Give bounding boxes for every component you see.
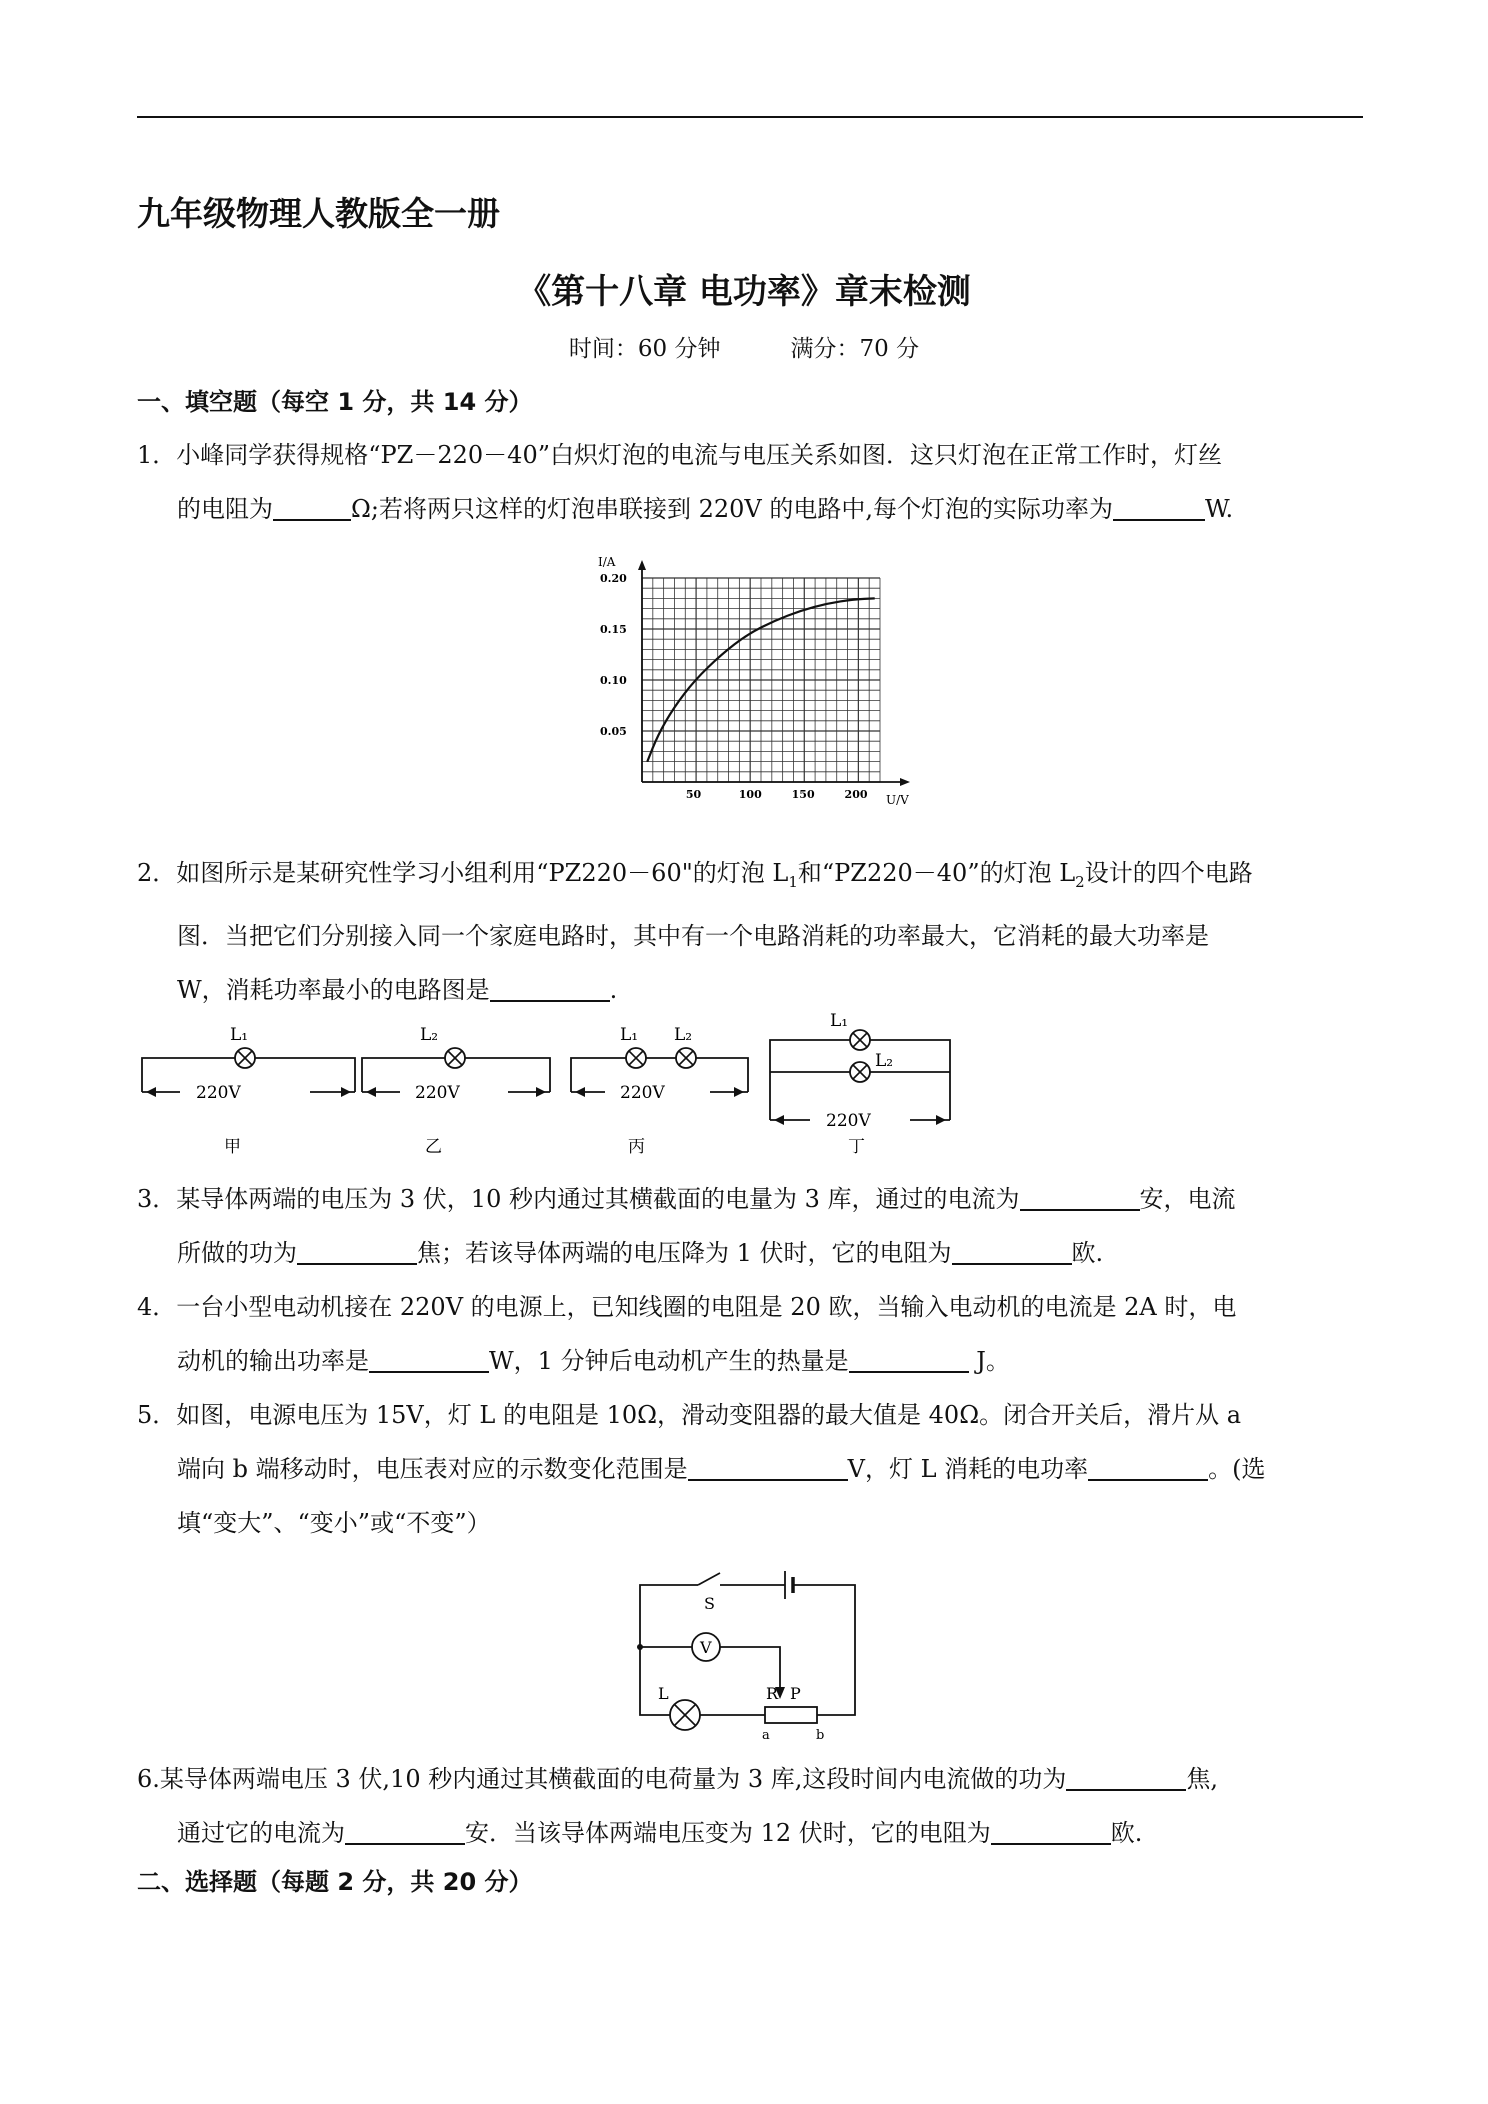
q2-text-c: 和“PZ220－40”的灯泡 L [797,859,1076,887]
q3-text-a: 3．某导体两端的电压为 3 伏，10 秒内通过其横截面的电量为 3 库，通过的电流为 [137,1185,1020,1213]
q6-text-b: 焦, [1186,1765,1219,1793]
top-rule [137,116,1363,118]
q6-text-a: 6.某导体两端电压 3 伏,10 秒内通过其横截面的电荷量为 3 库,这段时间内电流做的功为 [137,1765,1067,1793]
circuit-voltage: 220V [620,1083,665,1103]
section-choice-title: 二、选择题（每题 2 分，共 20 分） [137,1868,533,1896]
q3-line-2 [137,1226,1367,1280]
answer-blank[interactable] [1020,1183,1140,1211]
voltmeter-label: V [700,1638,712,1657]
question-5 [137,1388,1367,1550]
chart-ticks [600,572,868,801]
answer-blank[interactable] [1066,1763,1186,1791]
answer-blank[interactable] [297,1237,417,1265]
q5-text-c: 。(选 [1208,1455,1266,1483]
q6-line-2 [137,1806,1367,1860]
lamp-label: L₂ [674,1025,693,1045]
answer-blank[interactable] [273,493,351,521]
q4-text-a: 动机的输出功率是 [177,1347,369,1375]
circuit-diagrams [130,1010,1000,1160]
q1-text-b: Ω;若将两只这样的灯泡串联接到 220V 的电路中,每个灯泡的实际功率为 [351,495,1114,523]
x-axis-arrow-icon [900,778,910,786]
q5-line-1: 5．如图，电源电压为 15V，灯 L 的电阻是 10Ω，滑动变阻器的最大值是 40Ω。闭合开关后，滑片从 a [137,1401,1242,1429]
y-tick-label: 0.10 [600,674,627,687]
q1-text-c: W. [1205,495,1234,523]
lamp-icon [850,1062,870,1082]
lamp-icon [626,1048,646,1068]
section-fill-in-title: 一、填空题（每空 1 分，共 14 分） [137,388,533,416]
answer-blank[interactable] [1113,493,1205,521]
q2-text-a: 2．如图所示是某研究性学习小组利用“PZ220－60"的灯泡 L [137,859,789,887]
x-tick-label: 150 [791,788,815,801]
answer-blank[interactable] [490,974,610,1002]
x-tick-label: 100 [738,788,762,801]
voltmeter-icon [692,1633,720,1661]
lamp-label: L₁ [230,1025,249,1045]
y-tick-label: 0.05 [600,725,627,738]
lamp-label: L [658,1684,669,1703]
answer-blank[interactable] [991,1817,1111,1845]
answer-blank[interactable] [345,1817,465,1845]
exam-meta [0,330,1488,363]
circuit-label: 丁 [848,1137,865,1157]
circuit-voltage: 220V [415,1083,460,1103]
chart-grid [642,578,880,782]
x-tick-label: 50 [685,788,702,801]
switch-label: S [704,1594,715,1613]
q6-text-2b: 安．当该导体两端电压变为 12 伏时，它的电阻为 [465,1819,991,1847]
chart-ylabel: I/A [598,555,616,569]
q6-line-1 [137,1752,1367,1806]
answer-blank[interactable] [952,1237,1072,1265]
q2-text-3b: . [609,975,618,1004]
chapter-title: 《第十八章 电功率》章末检测 [517,272,971,312]
terminal-b-label: b [816,1728,825,1743]
q4-line-1: 4．一台小型电动机接在 220V 的电源上，已知线圈的电阻是 20 欧，当输入电动机的电流是 2A 时，电 [137,1293,1237,1321]
q4-text-b: W，1 分钟后电动机产生的热量是 [489,1347,849,1375]
chart-xlabel: U/V [886,793,909,807]
book-title: 九年级物理人教版全一册 [137,194,500,233]
answer-blank[interactable] [1088,1453,1208,1481]
question-6 [137,1752,1367,1860]
rheostat-label: R [766,1684,779,1703]
q2-line-1 [137,846,1367,909]
question-1 [137,428,1367,536]
x-tick-label: 200 [844,788,868,801]
q4-text-c: J。 [968,1347,1010,1375]
lamp-label: L₁ [830,1011,849,1031]
q3-text-2a: 所做的功为 [177,1239,297,1267]
lamp-icon [850,1030,870,1050]
q2-sub-2: 2 [1075,872,1085,891]
q4-line-2 [137,1334,1367,1388]
lamp-label: L₂ [420,1025,439,1045]
q3-text-2b: 焦；若该导体两端的电压降为 1 伏时，它的电阻为 [417,1239,952,1267]
q5-line-2 [137,1442,1367,1496]
q1-line-1: 1．小峰同学获得规格“PZ－220－40”白炽灯泡的电流与电压关系如图．这只灯泡在正常工作时，灯丝 [137,441,1222,469]
q1-line-2 [137,482,1367,536]
terminal-a-label: a [762,1728,770,1743]
q5-line-3: 填“变大”、“变小”或“不变”） [177,1509,491,1537]
slider-label: P [790,1684,801,1703]
question-4 [137,1280,1367,1388]
question-3 [137,1172,1367,1280]
q3-line-1 [137,1172,1367,1226]
lamp-icon [445,1048,465,1068]
lamp-label: L₂ [875,1051,894,1071]
q3-text-2c: 欧. [1071,1239,1104,1267]
q2-sub-1: 1 [788,872,798,891]
lamp-icon [670,1700,700,1730]
q2-text-e: 设计的四个电路 [1084,859,1253,887]
question-2 [137,846,1367,1017]
lamp-label: L₁ [620,1025,639,1045]
circuit-voltage: 220V [196,1083,241,1103]
y-axis-arrow-icon [638,560,646,570]
answer-blank[interactable] [849,1345,969,1373]
q2-line-2: 图．当把它们分别接入同一个家庭电路时，其中有一个电路消耗的功率最大，它消耗的最大功率是 [177,921,1209,950]
y-tick-label: 0.15 [600,623,627,636]
circuit-voltage: 220V [826,1111,871,1131]
lamp-icon [676,1048,696,1068]
iu-chart [580,550,920,815]
q6-text-2c: 欧. [1110,1819,1143,1847]
circuit-label: 丙 [628,1137,645,1157]
y-tick-label: 0.20 [600,572,627,585]
answer-blank[interactable] [688,1453,848,1481]
q5-text-a: 端向 b 端移动时，电压表对应的示数变化范围是 [177,1455,688,1483]
q5-text-b: V，灯 L 消耗的电功率 [847,1455,1089,1483]
circuit-label: 甲 [224,1137,241,1157]
answer-blank[interactable] [369,1345,489,1373]
circuit-label: 乙 [425,1137,442,1157]
q2-text-3a: W，消耗功率最小的电路图是 [177,975,490,1004]
q1-text-a: 的电阻为 [177,495,273,523]
q6-text-2a: 通过它的电流为 [177,1819,345,1847]
lamp-icon [235,1048,255,1068]
q3-text-b: 安，电流 [1139,1185,1236,1213]
q5-circuit-diagram [630,1565,870,1743]
exam-time: 时间：60 分钟 [568,336,721,362]
exam-score: 满分：70 分 [790,336,920,362]
q2-line-3 [137,963,1367,1017]
